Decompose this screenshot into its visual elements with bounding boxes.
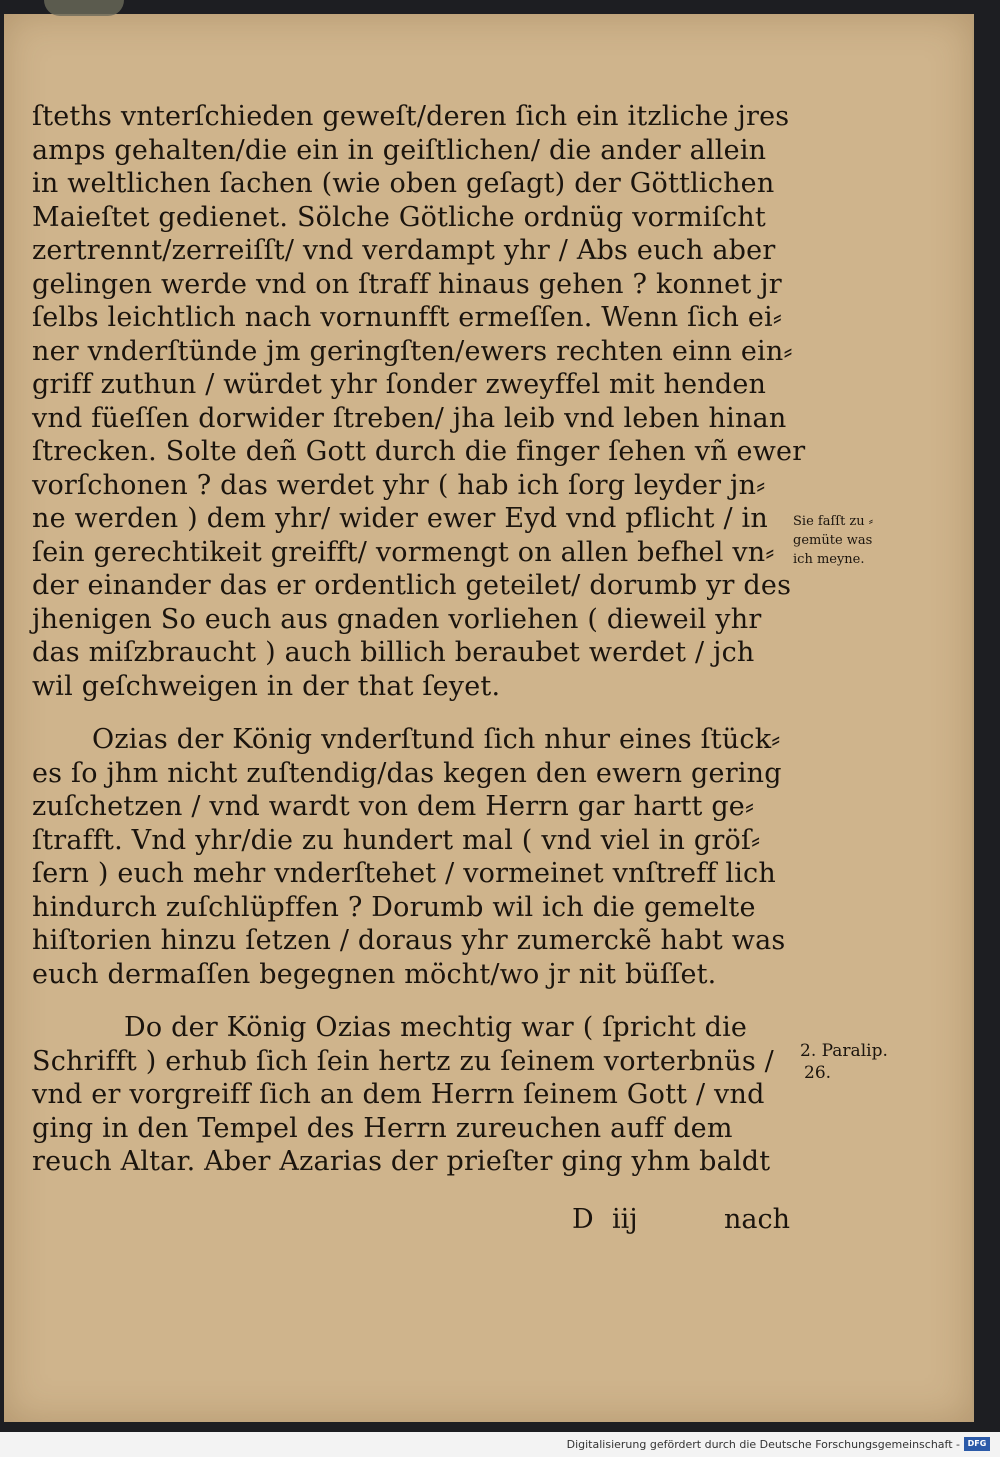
text-line: ne werden ) dem yhr/ wider ewer Eyd vnd pflicht / in [32, 503, 768, 534]
dfg-logo-icon: DFG [964, 1437, 990, 1451]
page-stain [44, 0, 124, 16]
text-line: es ſo jhm nicht zuſtendig/das kegen den ewern gering [32, 757, 782, 789]
text-line: ſtrecken. Solte deñ Gott durch die finger ſehen vñ ewer [32, 436, 806, 467]
text-line: jhenigen So euch aus gnaden vorliehen ( dieweil yhr [32, 603, 762, 635]
text-line: der einander das er ordentlich geteilet/ dorumb yr des [32, 570, 792, 601]
main-text-block [32, 100, 806, 1179]
text-line: vnd füeſſen dorwider ſtreben/ jha leib vnd leben hinan [32, 402, 787, 434]
text-line: ſein gerechtikeit greifft/ vormengt on allen befhel vn⸗ [32, 536, 775, 568]
paragraph-gap [32, 991, 792, 1011]
text-line: wil geſchweigen in der that ſeyet. [32, 670, 501, 702]
text-line: Do der König Ozias mechtig war ( ſpricht die [124, 1012, 748, 1043]
marginal-note-line: gemüte was [793, 533, 873, 548]
marginal-reference-line: 2. Paralip. [800, 1041, 888, 1061]
text-line: zertrennt/zerreiſſt/ vnd verdampt yhr / Abs euch aber [32, 235, 776, 266]
text-line: euch dermaſſen begegnen möcht/wo jr nit büſſet. [32, 958, 717, 990]
text-line: ging in den Tempel des Herrn zureuchen auff dem [32, 1112, 733, 1144]
signature-mark: D [572, 1204, 594, 1235]
text-line: reuch Altar. Aber Azarias der prieſter ging yhm baldt [32, 1146, 771, 1177]
text-line: Schrifft ) erhub ſich ſein hertz zu ſeinem vorterbnüs / [32, 1045, 774, 1077]
text-line: ſelbs leichtlich nach vornunfft ermeſſen. Wenn ſich ei⸗ [32, 302, 783, 333]
catchword: nach [724, 1204, 790, 1235]
text-line: gelingen werde vnd on ſtraff hinaus gehen ? konnet jr [32, 268, 782, 300]
footer-bar [0, 1432, 1000, 1457]
text-line: das miſzbraucht ) auch billich beraubet werdet / jch [32, 637, 755, 668]
text-line: vorſchonen ? das werdet yhr ( hab ich ſorg leyder jn⸗ [32, 469, 766, 501]
text-line: hiſtorien hinzu ſetzen / doraus yhr zumerckẽ habt was [32, 925, 786, 956]
marginal-reference-line: 26. [804, 1063, 832, 1083]
text-line: in weltlichen ſachen (wie oben geſagt) der Göttlichen [32, 168, 775, 199]
text-line: vnd er vorgreiff ſich an dem Herrn ſeinem Gott / vnd [32, 1079, 765, 1110]
signature-line [572, 1204, 790, 1235]
text-line: ſteths vnterſchieden geweſt/deren ſich ein itzliche jres [32, 101, 790, 132]
paragraph-gap [32, 703, 792, 723]
marginal-note-line: ich meyne. [793, 552, 865, 567]
funding-notice: Digitalisierung gefördert durch die Deutsche Forschungsgemeinschaft - [566, 1438, 960, 1451]
signature-number: iij [612, 1204, 638, 1235]
marginal-reference [800, 1040, 940, 1084]
text-line: hindurch zuſchlüpffen ? Dorumb wil ich die gemelte [32, 891, 756, 923]
text-line: ſern ) euch mehr vnderſtehet / vormeinet vnſtreff lich [32, 858, 776, 889]
text-line: ner vnderſtünde jm geringſten/ewers rechten einn ein⸗ [32, 335, 793, 367]
marginal-note [793, 512, 923, 569]
text-line: Ozias der König vnderſtund ſich nhur eines ſtück⸗ [92, 724, 781, 755]
text-line: amps gehalten/die ein in geiſtlichen/ die ander allein [32, 134, 767, 166]
text-line: griff zuthun / würdet yhr ſonder zweyffel mit henden [32, 369, 767, 400]
marginal-note-line: Sie faſſt zu ⸗ [793, 514, 874, 529]
text-line: zuſchetzen / vnd wardt von dem Herrn gar hartt ge⸗ [32, 791, 755, 822]
text-line: ſtrafft. Vnd yhr/die zu hundert mal ( vnd viel in gröſ⸗ [32, 824, 761, 856]
text-line: Maieſtet gedienet. Sölche Götliche ordnüg vormiſcht [32, 201, 766, 233]
